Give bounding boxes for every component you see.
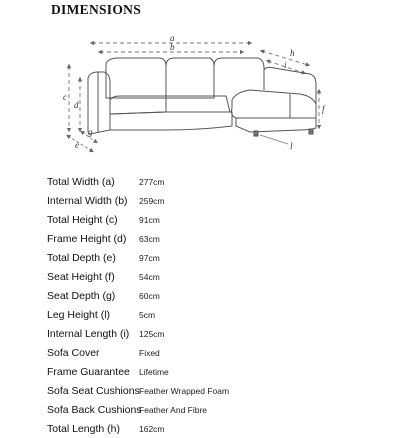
spec-row-leg-height — [47, 305, 387, 324]
spec-label: Sofa Seat Cushions — [47, 384, 140, 397]
spec-row-internal-width — [47, 191, 387, 210]
spec-label: Total Height (c) — [47, 213, 118, 226]
spec-row-seat-cushions — [47, 381, 387, 400]
spec-label: Seat Height (f) — [47, 270, 115, 283]
spec-row-seat-depth — [47, 286, 387, 305]
spec-label: Leg Height (l) — [47, 308, 111, 321]
spec-label: Sofa Cover — [47, 346, 100, 359]
spec-value: 97cm — [139, 252, 160, 263]
label-l: l — [290, 141, 293, 151]
spec-value: 259cm — [139, 195, 165, 206]
spec-label: Seat Depth (g) — [47, 289, 116, 302]
spec-value: Feather And Fibre — [139, 404, 208, 415]
label-i: i — [284, 60, 287, 70]
label-f: f — [322, 104, 325, 114]
chaise-seat — [232, 90, 317, 118]
label-b: b — [170, 42, 175, 52]
spec-row-seat-height — [47, 267, 387, 286]
spec-value: Lifetime — [139, 366, 169, 377]
spec-row-frame-guarantee — [47, 362, 387, 381]
spec-label: Sofa Back Cushions — [47, 403, 142, 416]
spec-row-total-length — [47, 419, 387, 438]
back-cushion-left — [106, 58, 166, 98]
leader-line-l — [260, 135, 288, 144]
spec-value: 54cm — [139, 271, 160, 282]
spec-label: Frame Guarantee — [47, 365, 130, 378]
leg-back-right — [309, 129, 313, 134]
spec-value: Feather Wrapped Foam — [139, 385, 230, 396]
spec-label: Total Depth (e) — [47, 251, 116, 264]
leg-front-right — [254, 131, 258, 136]
spec-label: Total Length (h) — [47, 422, 120, 435]
specifications-table — [47, 172, 387, 438]
spec-row-total-width — [47, 172, 387, 191]
left-arm — [88, 72, 110, 134]
spec-value: 5cm — [139, 309, 156, 320]
page-title: DIMENSIONS — [51, 2, 142, 17]
spec-row-sofa-cover — [47, 343, 387, 362]
label-h: h — [290, 48, 295, 58]
label-e: e — [75, 140, 79, 150]
spec-row-frame-height — [47, 229, 387, 248]
spec-value: 60cm — [139, 290, 160, 301]
label-d: d — [74, 100, 79, 110]
back-cushion-middle — [166, 58, 214, 98]
seat-cushion-left — [110, 96, 166, 114]
spec-value: 277cm — [139, 176, 165, 187]
label-g: g — [88, 127, 93, 137]
spec-label: Internal Width (b) — [47, 194, 128, 207]
sofa-base — [110, 112, 232, 130]
spec-label: Frame Height (d) — [47, 232, 127, 245]
spec-label: Total Width (a) — [47, 175, 115, 188]
spec-value: Fixed — [139, 347, 160, 358]
label-a: a — [170, 33, 175, 43]
dimension-line-e — [68, 136, 92, 151]
spec-value: 125cm — [139, 328, 165, 339]
spec-value: 162cm — [139, 423, 165, 434]
spec-row-internal-length — [47, 324, 387, 343]
sofa-drawing — [88, 58, 316, 136]
spec-row-total-depth — [47, 248, 387, 267]
spec-row-back-cushions — [47, 400, 387, 419]
sofa-dimensions-diagram — [0, 18, 412, 170]
spec-value: 91cm — [139, 214, 160, 225]
back-cushion-right — [214, 58, 264, 90]
spec-row-total-height — [47, 210, 387, 229]
spec-label: Internal Length (i) — [47, 327, 130, 340]
chaise-base — [236, 118, 316, 132]
label-c: c — [63, 92, 67, 102]
spec-value: 63cm — [139, 233, 160, 244]
